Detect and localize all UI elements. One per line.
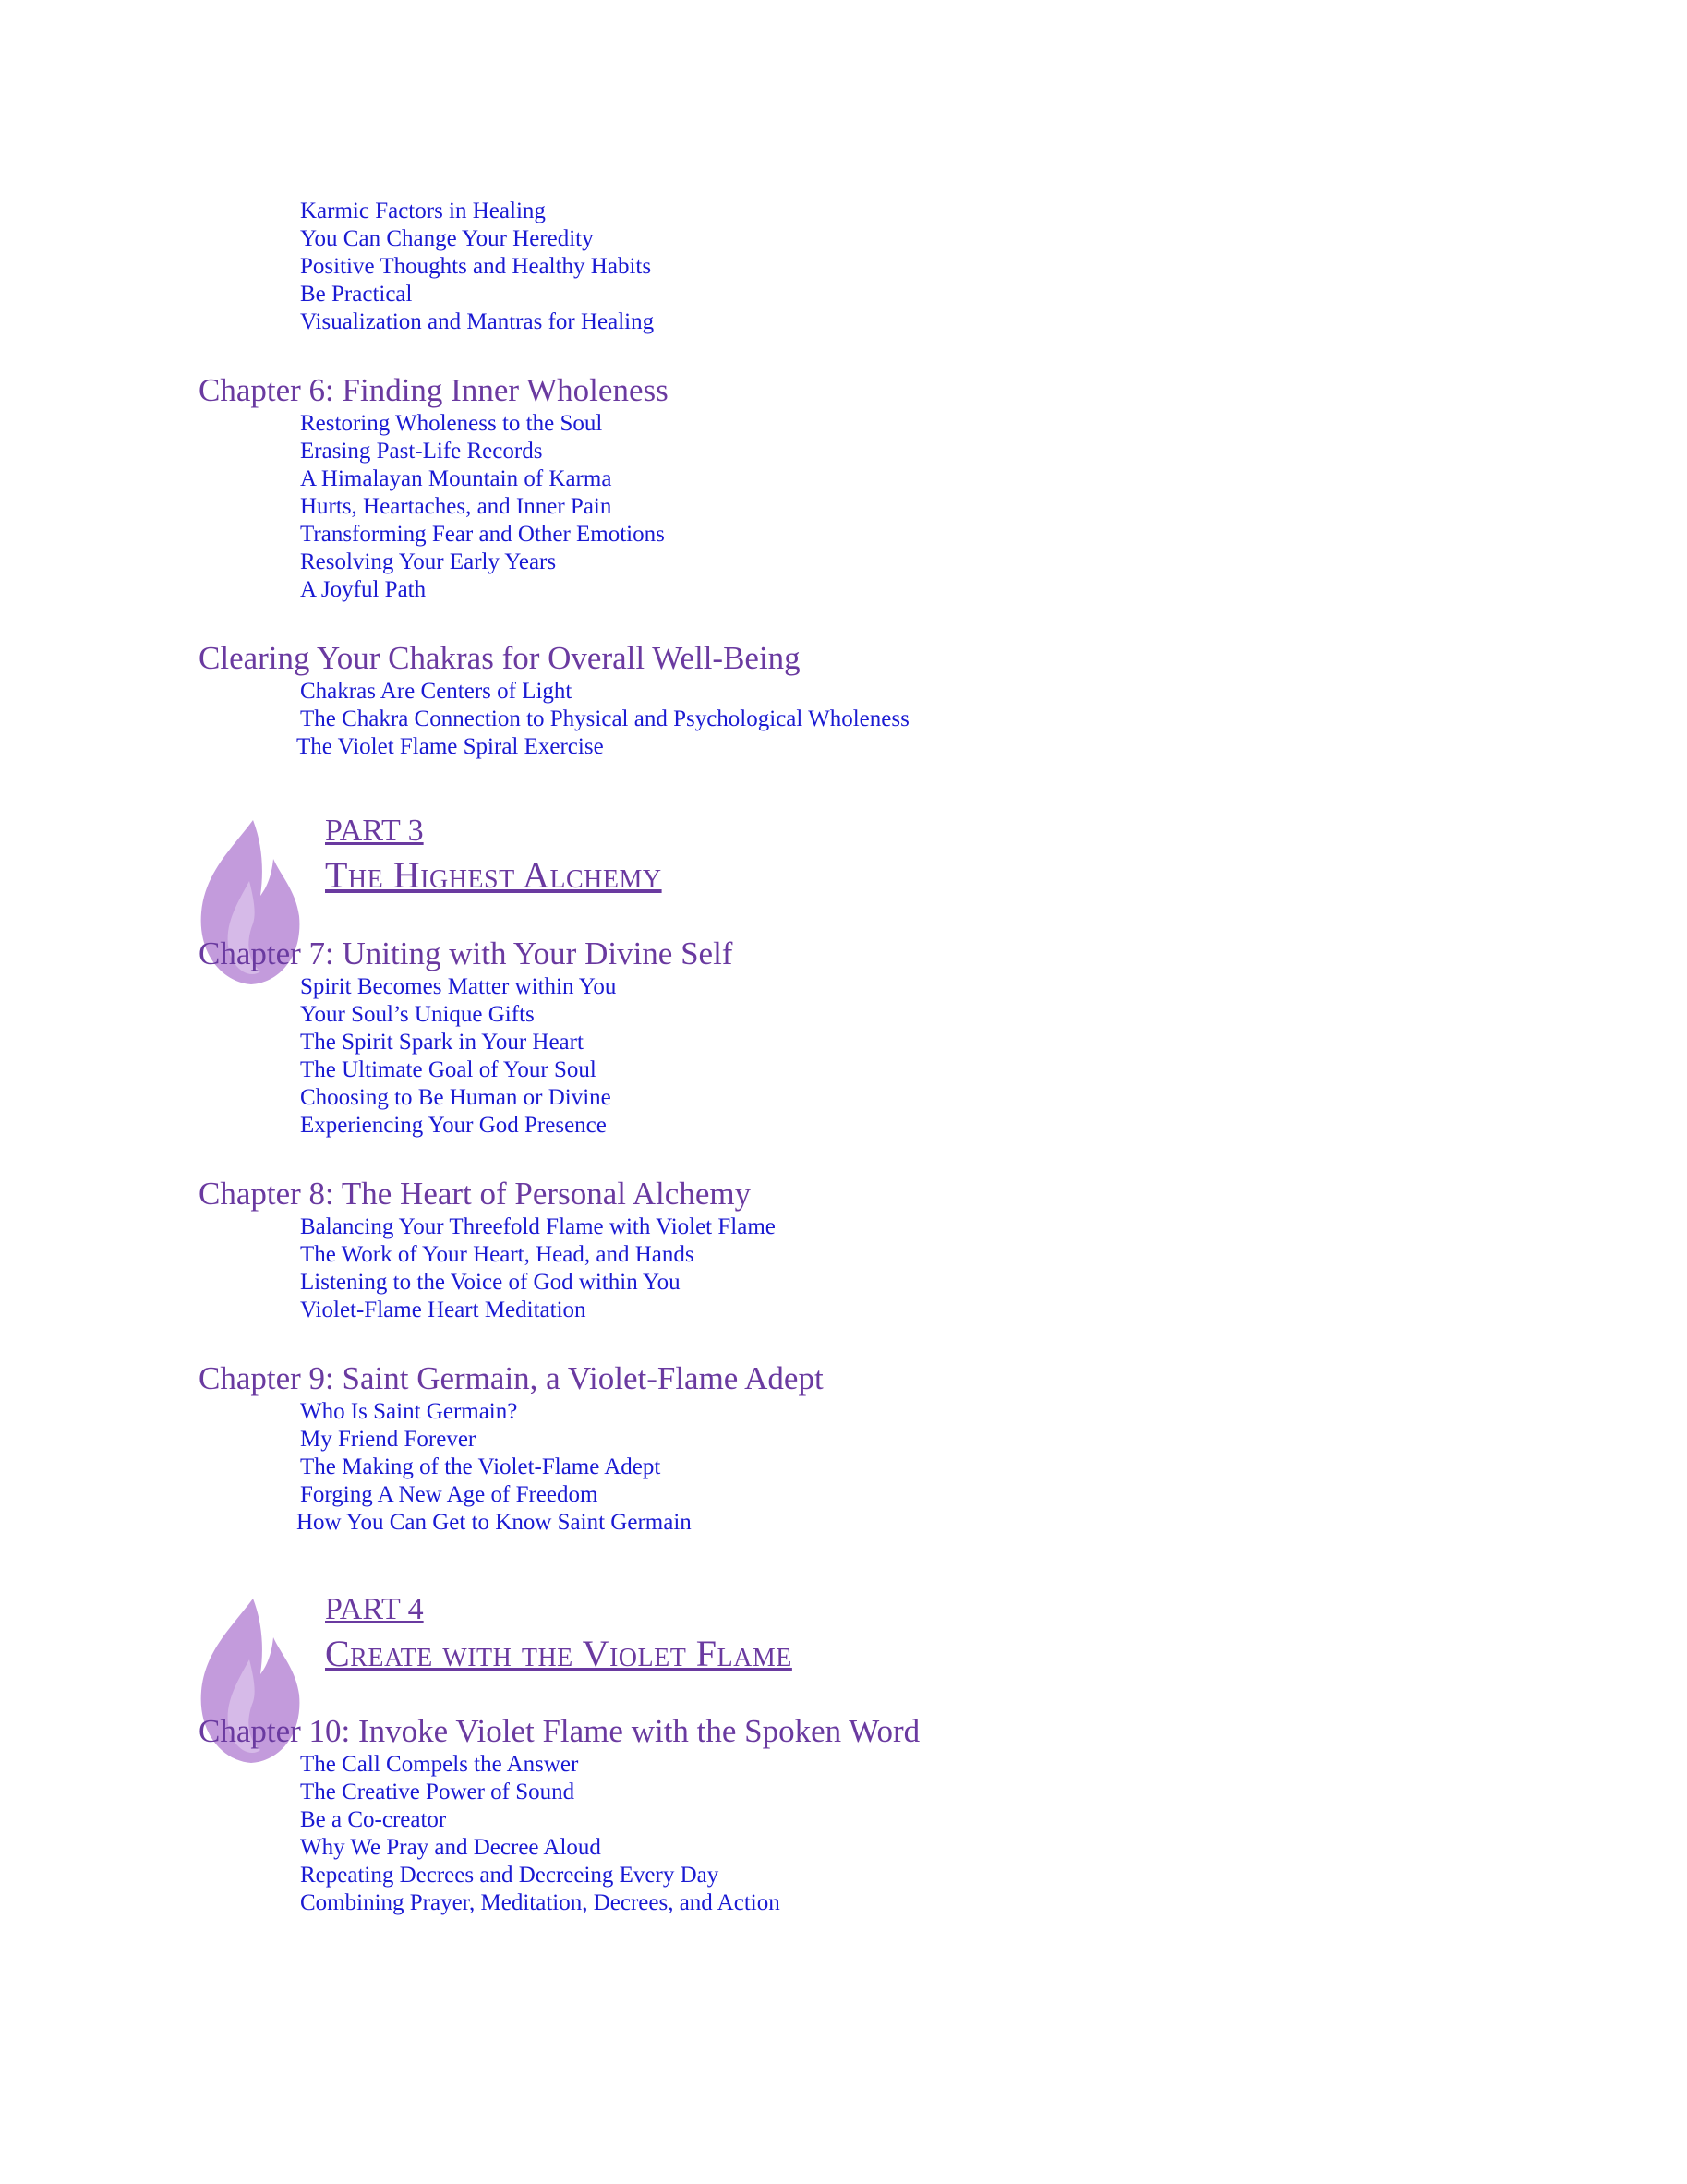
part-title-link[interactable]: The Highest Alchemy [325, 854, 662, 896]
toc-link[interactable]: Forging A New Age of Freedom [300, 1482, 598, 1507]
toc-link[interactable]: Repeating Decrees and Decreeing Every Day [300, 1863, 719, 1888]
toc-link[interactable]: Spirit Becomes Matter within You [300, 974, 617, 999]
toc-link[interactable]: Positive Thoughts and Healthy Habits [300, 254, 652, 279]
toc-link[interactable]: Violet-Flame Heart Meditation [300, 1297, 586, 1322]
chapter-heading-link[interactable]: Chapter 8: The Heart of Personal Alchemy [199, 1176, 752, 1212]
toc-link[interactable]: Chakras Are Centers of Light [300, 679, 572, 704]
toc-link[interactable]: The Work of Your Heart, Head, and Hands [300, 1242, 694, 1267]
toc-link[interactable]: Resolving Your Early Years [300, 549, 557, 574]
toc-link[interactable]: Be Practical [300, 282, 413, 307]
toc-link[interactable]: Restoring Wholeness to the Soul [300, 411, 603, 436]
toc-link[interactable]: Who Is Saint Germain? [300, 1399, 518, 1424]
chapter-heading-link[interactable]: Clearing Your Chakras for Overall Well-Being [199, 640, 801, 676]
toc-link[interactable]: The Making of the Violet-Flame Adept [300, 1454, 661, 1479]
toc-link[interactable]: The Creative Power of Sound [300, 1780, 575, 1804]
toc-link[interactable]: The Chakra Connection to Physical and Psychological Wholeness [300, 706, 910, 731]
chapter-heading-link[interactable]: Chapter 10: Invoke Violet Flame with the Spoken Word [199, 1713, 921, 1749]
toc-link[interactable]: My Friend Forever [300, 1427, 476, 1452]
toc-link[interactable]: Be a Co-creator [300, 1807, 447, 1832]
part-label-link[interactable]: PART 4 [325, 1592, 424, 1626]
toc-link[interactable]: The Call Compels the Answer [300, 1752, 579, 1777]
toc-link[interactable]: How You Can Get to Know Saint Germain [296, 1510, 692, 1535]
toc-link[interactable]: Combining Prayer, Meditation, Decrees, and Action [300, 1890, 780, 1915]
toc-link[interactable]: Listening to the Voice of God within You [300, 1270, 681, 1295]
toc-link[interactable]: You Can Change Your Heredity [300, 226, 594, 251]
toc-link[interactable]: Erasing Past-Life Records [300, 439, 543, 464]
toc-link[interactable]: Visualization and Mantras for Healing [300, 309, 655, 334]
toc-link[interactable]: A Joyful Path [300, 577, 427, 602]
toc-link[interactable]: Hurts, Heartaches, and Inner Pain [300, 494, 612, 519]
chapter-heading-link[interactable]: Chapter 7: Uniting with Your Divine Self [199, 935, 733, 971]
toc-link[interactable]: Transforming Fear and Other Emotions [300, 522, 665, 547]
toc-link[interactable]: Choosing to Be Human or Divine [300, 1085, 611, 1110]
chapter-heading-link[interactable]: Chapter 6: Finding Inner Wholeness [199, 372, 669, 408]
toc-link[interactable]: The Ultimate Goal of Your Soul [300, 1057, 596, 1082]
part-label-link[interactable]: PART 3 [325, 814, 424, 848]
toc-link[interactable]: The Spirit Spark in Your Heart [300, 1030, 584, 1055]
toc-link[interactable]: Why We Pray and Decree Aloud [300, 1835, 601, 1860]
toc-link[interactable]: Your Soul’s Unique Gifts [300, 1002, 535, 1027]
chapter-heading-link[interactable]: Chapter 9: Saint Germain, a Violet-Flame Adept [199, 1360, 824, 1396]
toc-link[interactable]: Karmic Factors in Healing [300, 199, 546, 223]
toc-link[interactable]: A Himalayan Mountain of Karma [300, 466, 612, 491]
part-title-link[interactable]: Create with the Violet Flame [325, 1633, 792, 1674]
toc-link[interactable]: Experiencing Your God Presence [300, 1113, 607, 1138]
toc-link[interactable]: Balancing Your Threefold Flame with Violet Flame [300, 1214, 776, 1239]
toc-link[interactable]: The Violet Flame Spiral Exercise [296, 734, 604, 759]
